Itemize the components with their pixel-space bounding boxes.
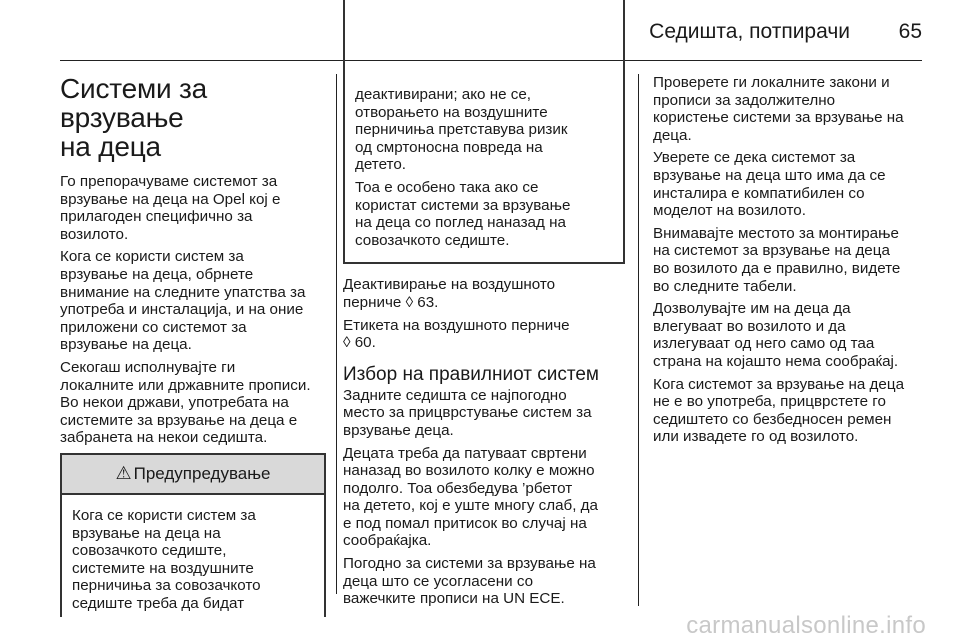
cross-reference: Етикета на воздушното перниче ◊ 60.	[343, 316, 570, 352]
watermark: carmanualsonline.info	[686, 612, 926, 639]
column-left	[60, 74, 328, 617]
paragraph: Секогаш исполнувајте ги локалните или државните прописи. Во некои држави, употребата на системите за врзување на деца е забранета на некои седишта.	[60, 358, 311, 447]
paragraph: Го препорачуваме системот за врзување на деца на Opel кој е прилагоден специфично за возилото.	[60, 173, 281, 243]
warning-text: Кога се користи систем за врзување на деца на совозачкото седиште, системите на воздушните перничиња за совозачкото седиште треба да бидат	[72, 506, 261, 612]
warning-title: Предупредување	[133, 464, 271, 484]
paragraph: Внимавајте местото за монтирање на системот за врзување на деца во возилото да е правилно, видете во следните табели.	[653, 224, 901, 295]
section-heading: Избор на правилниот систем	[343, 363, 599, 385]
warning-box	[60, 453, 326, 617]
paragraph: Децата треба да патуваат свртени наназад во возилото колку е можно подолго. Тоа обезбедува ’рбетот на детето, кој е уште многу слаб, да е под помал притисок во случај на сообраќајка.	[343, 444, 598, 550]
paragraph: Проверете ги локалните закони и прописи за задолжително користење системи за врзување на деца.	[653, 74, 904, 144]
column-divider-left	[336, 74, 337, 594]
main-heading: Системи за врзување на деца	[60, 73, 208, 162]
warning-box-continued	[343, 0, 625, 264]
warning-icon: ⚠	[115, 463, 132, 484]
column-divider-right	[638, 74, 639, 606]
paragraph: Кога системот за врзување на деца не е во употреба, прицврстете го седиштето со безбедносен ремен или извадете го од возилото.	[653, 375, 905, 446]
warning-header	[62, 455, 324, 495]
paragraph: Задните седишта се најпогодно место за прицврстување систем за врзување деца.	[343, 386, 592, 439]
paragraph: Кога се користи систем за врзување на деца, обрнете внимание на следните упатства за употреба и инсталација, и на оние приложени со системот за врзување на деца.	[60, 248, 306, 354]
warning-text: Тоа е особено така ако се користат системи за врзување на деца со поглед наназад на совозачкото седиште.	[355, 178, 571, 249]
warning-text: деактивирани; ако не се, отворањето на воздушните перничиња претставува ризик од смртоносна повреда на детето.	[355, 86, 568, 174]
paragraph: Погодно за системи за врзување на деца што се усогласени со важечките прописи на UN ECE.	[343, 555, 596, 608]
page-number: 65	[898, 20, 922, 43]
section-title: Седишта, потпирачи	[649, 20, 850, 43]
paragraph: Дозволувајте им на деца да влегуваат во возилото и да излегуваат од него само од таа страна на којашто нема сообраќај.	[653, 300, 899, 370]
column-middle	[343, 74, 628, 613]
cross-reference: Деактивирање на воздушното перниче ◊ 63.	[343, 276, 556, 311]
column-right	[653, 74, 923, 451]
paragraph: Уверете се дека системот за врзување на деца што има да се инсталира е компатибилен со моделот на возилото.	[653, 149, 886, 220]
